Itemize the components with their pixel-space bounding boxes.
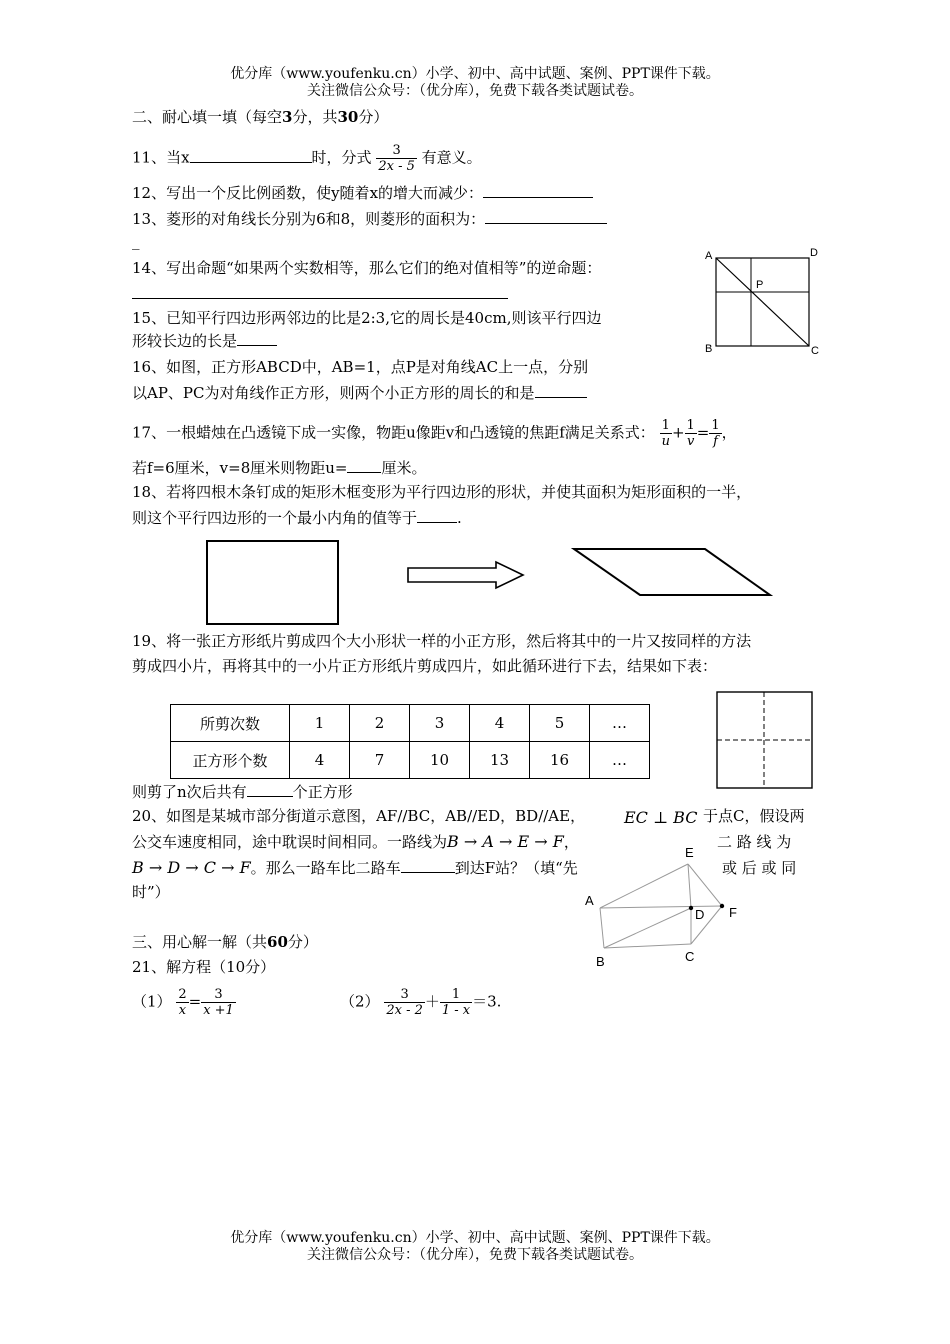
table-cell: 5	[530, 705, 590, 742]
fraction-left: $\frac{2}{x}$	[178, 987, 187, 1018]
answer-blank[interactable]	[247, 796, 293, 797]
parallelogram-shape	[574, 549, 770, 595]
question-16-line-1: 16、如图，正方形ABCD中，AB=1，点P是对角线AC上一点，分别	[132, 358, 589, 376]
fraction-right: $\frac{3}{x +1}$	[203, 987, 234, 1018]
label-b: B	[596, 954, 605, 969]
question-19-line-1: 19、将一张正方形纸片剪成四个大小形状一样的小正方形，然后将其中的一片又按同样的方法	[132, 632, 752, 650]
fraction-1: $\frac{3}{2x - 2}$	[386, 987, 423, 1018]
question-19-line-2: 剪成四小片，再将其中的一小片正方形纸片剪成四片，如此循环进行下去，结果如下表：	[132, 657, 718, 675]
question-20-line-3-tail: 或 后 或 同	[722, 859, 797, 877]
arrow-right-icon	[408, 562, 523, 588]
answer-blank[interactable]	[485, 223, 607, 224]
street-ab	[600, 908, 604, 948]
label-a: A	[705, 250, 713, 262]
table-cell: 3	[410, 705, 470, 742]
square-abcd-figure	[700, 244, 825, 359]
cut-square-figure	[715, 690, 815, 792]
perpendicular-statement: EC ⊥ BC	[624, 808, 698, 827]
street-ed	[688, 864, 691, 908]
label-a: A	[585, 893, 594, 908]
label-b: B	[705, 343, 713, 355]
section-3-title: 三、用心解一解（共60分）	[132, 933, 318, 951]
street-ef	[688, 864, 722, 906]
table-cell: …	[590, 742, 650, 779]
question-20-line-1: 20、如图是某城市部分街道示意图，AF//BC，AB//ED，BD//AE，	[132, 807, 586, 825]
question-18-line-2: 则这个平行四边形的一个最小内角的值等于 .	[132, 509, 462, 527]
question-17-line-2: 若f=6厘米，v=8厘米则物距u= 厘米。	[132, 459, 427, 477]
fraction-1-over-f: $\frac{1}{f}$	[711, 418, 720, 449]
table-row-label: 正方形个数	[171, 742, 290, 779]
fraction-1-over-u: $\frac{1}{u}$	[661, 418, 670, 449]
fraction-1-over-v: $\frac{1}{v}$	[686, 418, 695, 449]
page-footer	[0, 1230, 950, 1264]
table-row	[171, 742, 650, 779]
question-13: 13、菱形的对角线长分别为6和8，则菱形的面积为：	[132, 209, 607, 229]
footer-line-1: 优分库（www.youfenku.cn）小学、初中、高中试题、案例、PPT课件下载。	[230, 1230, 720, 1246]
point-f	[720, 904, 724, 908]
table-cell: 1	[290, 705, 350, 742]
street-map-figure	[580, 842, 750, 972]
answer-blank[interactable]	[417, 522, 457, 523]
answer-blank[interactable]	[190, 162, 312, 163]
header-line-1: 优分库（www.youfenku.cn）小学、初中、高中试题、案例、PPT课件下载。	[230, 66, 720, 82]
label-c: C	[685, 949, 695, 964]
question-18-line-1: 18、若将四根木条钉成的矩形木框变形为平行四边形的形状，并使其面积为矩形面积的一半，	[132, 483, 752, 501]
label-c: C	[811, 345, 819, 357]
rectangle-to-parallelogram-figure	[200, 535, 780, 630]
rectangle-shape	[207, 541, 338, 624]
question-20-line-2: 公交车速度相同，途中耽误时间相同。一路线为B → A → E → F，	[132, 832, 579, 851]
street-bd	[604, 908, 691, 948]
route-1: B → A → E → F	[447, 832, 564, 851]
label-d: D	[695, 907, 705, 922]
question-17-line-1: 17、一根蜡烛在凸透镜下成一实像，物距u像距v和凸透镜的焦距f满足关系式： $\frac{1}{u}$ + $\frac{1}{v}$ = $\frac{1}{f}$ ，	[132, 418, 737, 449]
table-cell: 13	[470, 742, 530, 779]
question-14-answer-line[interactable]	[132, 298, 508, 299]
table-row	[171, 705, 650, 742]
answer-blank[interactable]	[535, 397, 587, 398]
footer-line-2: 关注微信公众号：（优分库），免费下载各类试题试卷。	[307, 1247, 643, 1263]
label-d: D	[810, 247, 818, 259]
answer-blank[interactable]	[347, 472, 381, 473]
question-20-line-2-tail: 二 路 线 为	[717, 833, 792, 851]
table-cell: 2	[350, 705, 410, 742]
question-21-title: 21、解方程（10分）	[132, 958, 276, 976]
answer-blank[interactable]	[237, 345, 277, 346]
question-20-line-1-tail: 于点C，假设两	[703, 807, 805, 825]
table-cell: 4	[470, 705, 530, 742]
fraction-2: $\frac{1}{1 - x}$	[441, 987, 471, 1018]
page-header	[0, 66, 950, 100]
diagonal-ac	[716, 258, 809, 346]
question-12: 12、写出一个反比例函数，使y随着x的增大而减少：	[132, 183, 593, 203]
question-20-line-3: B → D → C → F。那么一路车比二路车 到达F站？（填“先	[132, 858, 578, 877]
street-ae	[600, 864, 688, 908]
question-20-line-4: 时”）	[132, 883, 170, 901]
question-15-line-2: 形较长边的长是	[132, 331, 277, 351]
label-e: E	[685, 845, 694, 860]
question-15-line-1: 15、已知平行四边形两邻边的比是2:3,它的周长是40cm,则该平行四边	[132, 309, 602, 327]
label-p: P	[756, 279, 764, 291]
label-f: F	[729, 905, 737, 920]
question-11: 11、当x 时，分式 $\frac{3}{2x - 5}$ 有意义。	[132, 143, 482, 174]
cut-count-table	[170, 704, 650, 779]
street-bc	[604, 944, 691, 948]
table-cell: 4	[290, 742, 350, 779]
table-cell: 7	[350, 742, 410, 779]
equation-1: （1） $\frac{2}{x}$ = $\frac{3}{x +1}$	[132, 987, 234, 1018]
point-d	[689, 906, 693, 910]
fraction: $\frac{3}{2x - 5}$	[378, 143, 415, 174]
table-cell: 10	[410, 742, 470, 779]
table-cell: …	[590, 705, 650, 742]
route-2: B → D → C → F	[132, 858, 251, 877]
equation-2: （2） $\frac{3}{2x - 2}$ ＋ $\frac{1}{1 - x}$ ＝3.	[340, 987, 502, 1018]
table-cell: 16	[530, 742, 590, 779]
question-19-answer: 则剪了n次后共有 个正方形	[132, 783, 353, 801]
question-16-line-2: 以AP、PC为对角线作正方形，则两个小正方形的周长的和是	[132, 383, 587, 403]
table-row-label: 所剪次数	[171, 705, 290, 742]
section-2-title: 二、耐心填一填（每空3分，共30分）	[132, 108, 389, 126]
header-line-2: 关注微信公众号：（优分库），免费下载各类试题试卷。	[307, 83, 643, 99]
question-14: 14、写出命题“如果两个实数相等，那么它们的绝对值相等”的逆命题：	[132, 259, 602, 277]
answer-blank[interactable]	[401, 872, 455, 873]
question-13-overflow: _	[132, 232, 140, 250]
answer-blank[interactable]	[483, 197, 593, 198]
